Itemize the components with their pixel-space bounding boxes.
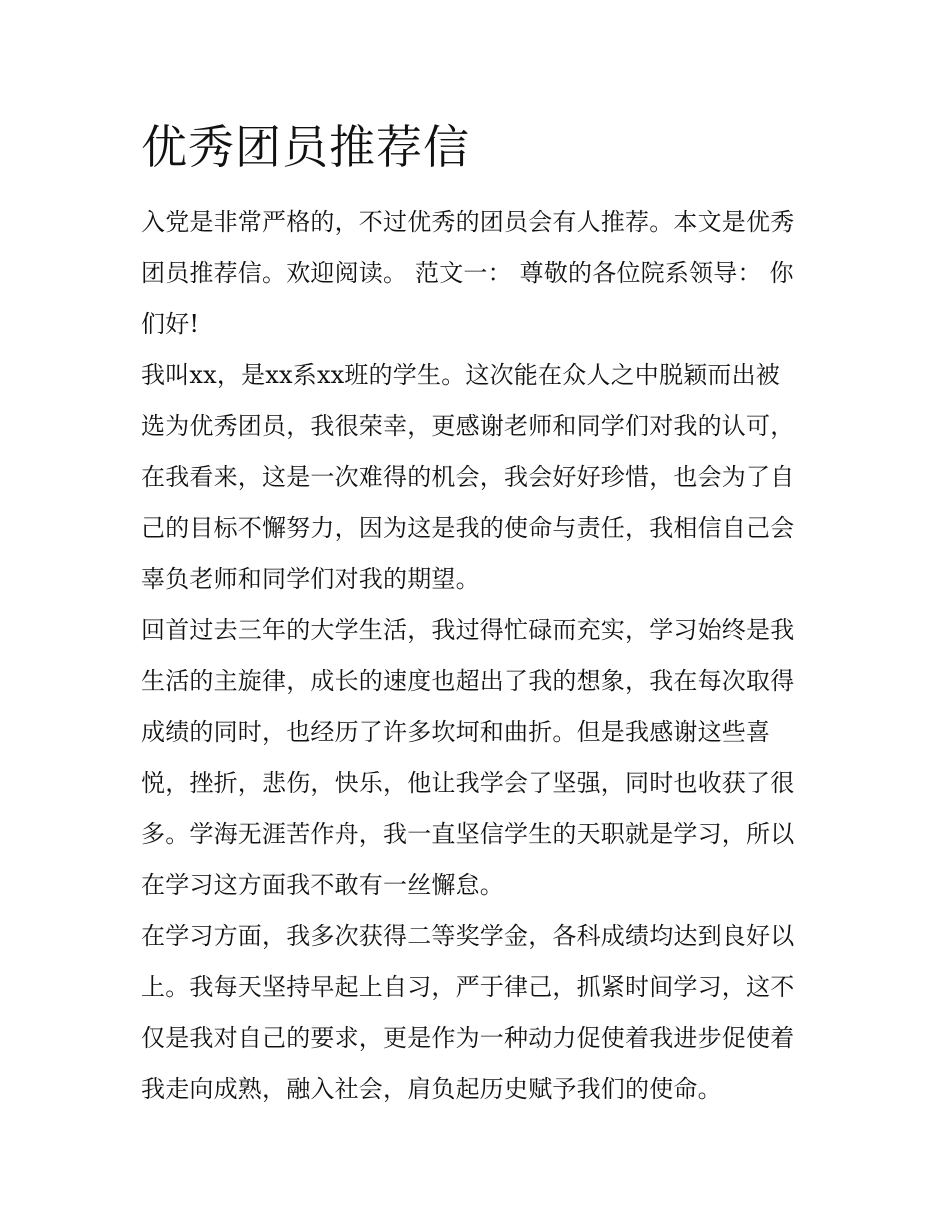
body-line: 在学习方面，我多次获得二等奖学金，各科成绩均达到良好以: [141, 922, 795, 950]
body-line: 己的目标不懈努力，因为这是我的使命与责任，我相信自己会: [141, 514, 795, 542]
body-line: 仅是我对自己的要求，更是作为一种动力促使着我进步促使着: [141, 1024, 795, 1052]
body-line: 团员推荐信。欢迎阅读。 范文一： 尊敬的各位院系领导： 你: [141, 259, 794, 287]
body-line: 悦，挫折，悲伤，快乐，他让我学会了坚强，同时也收获了很: [141, 769, 795, 797]
body-line: 我叫xx，是xx系xx班的学生。这次能在众人之中脱颖而出被: [141, 361, 781, 389]
body-line: 成绩的同时，也经历了许多坎坷和曲折。但是我感谢这些喜: [141, 718, 771, 746]
document-title: 优秀团员推荐信: [141, 120, 470, 174]
body-line: 选为优秀团员，我很荣幸，更感谢老师和同学们对我的认可，: [141, 412, 795, 440]
body-line: 多。学海无涯苦作舟，我一直坚信学生的天职就是学习，所以: [141, 820, 795, 848]
document-body: [141, 197, 821, 1115]
body-line: 回首过去三年的大学生活，我过得忙碌而充实，学习始终是我: [141, 616, 795, 644]
body-line: 我走向成熟，融入社会，肩负起历史赋予我们的使命。: [141, 1075, 722, 1103]
body-line: 入党是非常严格的，不过优秀的团员会有人推荐。本文是优秀: [141, 208, 795, 236]
body-line: 在学习这方面我不敢有一丝懈怠。: [141, 871, 504, 899]
body-line: 生活的主旋律，成长的速度也超出了我的想象，我在每次取得: [141, 667, 795, 695]
body-line: 们好!: [141, 310, 200, 338]
body-line: 在我看来，这是一次难得的机会，我会好好珍惜，也会为了自: [141, 463, 795, 491]
body-line: 上。我每天坚持早起上自习，严于律己，抓紧时间学习，这不: [141, 973, 795, 1001]
body-line: 辜负老师和同学们对我的期望。: [141, 565, 480, 593]
